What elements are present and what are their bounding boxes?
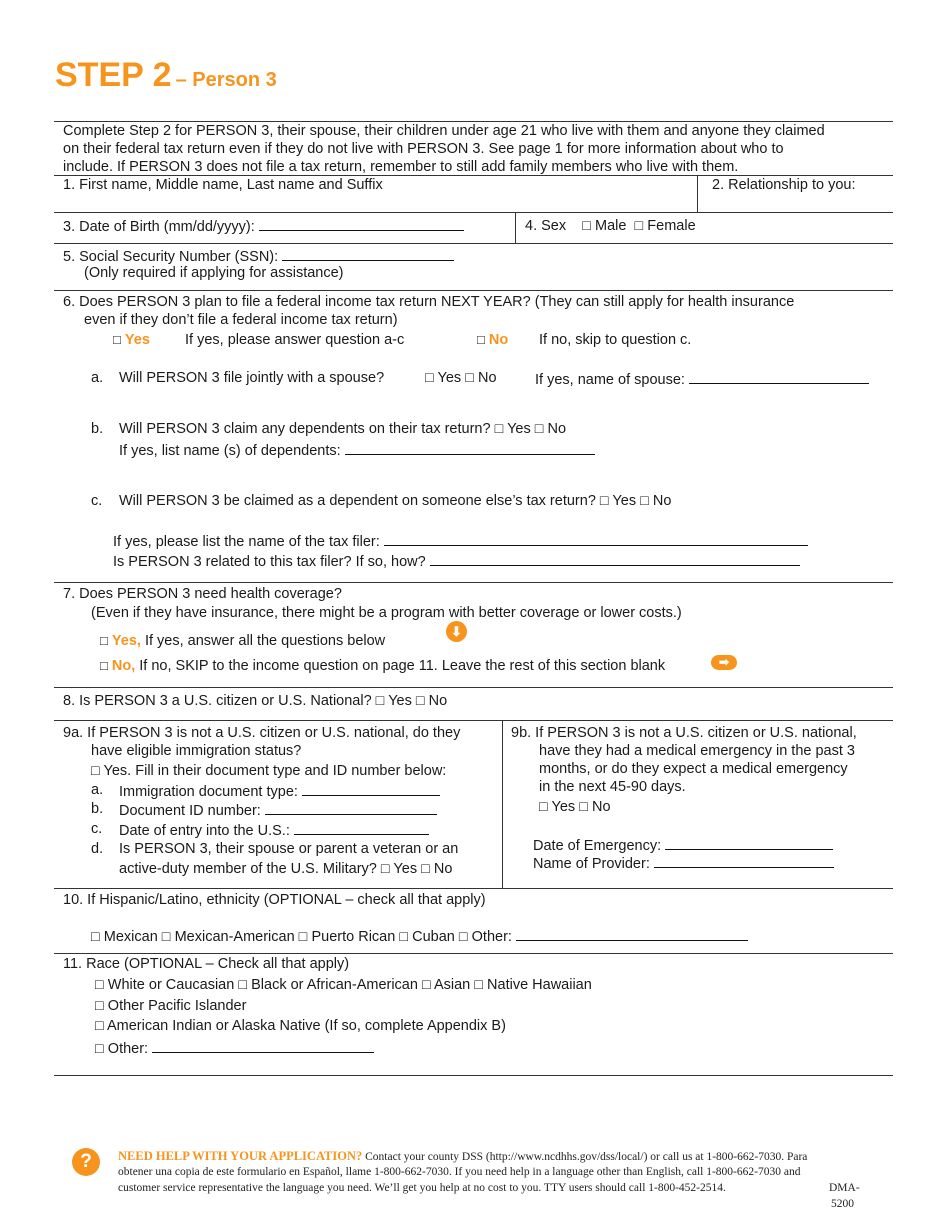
divider bbox=[54, 953, 893, 954]
dependents-blank[interactable] bbox=[345, 440, 595, 455]
divider bbox=[515, 212, 516, 243]
q6c-question[interactable]: Will PERSON 3 be claimed as a dependent on someone else’s tax return? □ Yes □ No bbox=[119, 493, 672, 509]
dob-blank[interactable] bbox=[259, 216, 464, 231]
veteran-question: Is PERSON 3, their spouse or parent a veteran or an bbox=[119, 841, 459, 857]
intro-line: include. If PERSON 3 does not file a tax return, remember to still add family members who live with them. bbox=[63, 159, 739, 175]
q6-no-label: No bbox=[488, 332, 509, 348]
q10-question: 10. If Hispanic/Latino, ethnicity (OPTIONAL – check all that apply) bbox=[63, 892, 486, 908]
dependents-field[interactable] bbox=[119, 440, 595, 460]
q6-yes-checkbox[interactable]: □ bbox=[113, 332, 121, 347]
q7-yes-option[interactable] bbox=[100, 632, 385, 650]
q6-yes-label: Yes bbox=[124, 332, 150, 348]
q9b-options[interactable]: □ Yes □ No bbox=[539, 799, 611, 815]
q9b-question-cont: months, or do they expect a medical emergency bbox=[539, 761, 848, 777]
divider bbox=[54, 243, 893, 244]
ssn-label: 5. Social Security Number (SSN): bbox=[63, 249, 279, 265]
q6-question: 6. Does PERSON 3 plan to file a federal income tax return NEXT YEAR? (They can still apply for health insurance bbox=[63, 294, 795, 310]
race-options-row[interactable]: □ American Indian or Alaska Native (If so, complete Appendix B) bbox=[95, 1018, 506, 1034]
q7-yes-checkbox[interactable]: □ bbox=[100, 633, 108, 648]
dob-field[interactable] bbox=[63, 216, 464, 236]
provider-name-blank[interactable] bbox=[654, 853, 834, 868]
q6a-letter: a. bbox=[91, 370, 104, 386]
q9a-yes-option[interactable]: □ Yes. Fill in their document type and ID number below: bbox=[91, 763, 447, 779]
tax-filer-field[interactable] bbox=[113, 531, 808, 551]
help-icon: ? bbox=[72, 1148, 100, 1176]
footer-help-title: NEED HELP WITH YOUR APPLICATION? bbox=[118, 1149, 363, 1163]
tax-filer-blank[interactable] bbox=[384, 531, 808, 546]
footer-help-text: customer service representative the language you need. We’ll get you help at no cost to you. TTY users should call 1-800-452-2514. bbox=[118, 1182, 726, 1194]
tax-filer-relation-field[interactable] bbox=[113, 551, 800, 571]
q6-yes-option[interactable] bbox=[113, 331, 150, 349]
arrow-right-icon: ➡ bbox=[711, 655, 737, 670]
q6b-question[interactable]: Will PERSON 3 claim any dependents on their tax return? □ Yes □ No bbox=[119, 421, 567, 437]
q9a-question-cont: have eligible immigration status? bbox=[91, 743, 302, 759]
entry-date-field[interactable] bbox=[119, 820, 429, 840]
sex-label: 4. Sex bbox=[525, 218, 567, 234]
sex-male-checkbox[interactable]: □ Male bbox=[582, 218, 627, 234]
q6b-letter: b. bbox=[91, 421, 104, 437]
q6c-letter: c. bbox=[91, 493, 103, 509]
dob-label: 3. Date of Birth (mm/dd/yyyy): bbox=[63, 219, 255, 235]
emergency-date-label: Date of Emergency: bbox=[533, 838, 662, 854]
spouse-name-field[interactable] bbox=[535, 369, 869, 389]
sex-female-checkbox[interactable]: □ Female bbox=[634, 218, 696, 234]
intro-line: Complete Step 2 for PERSON 3, their spouse, their children under age 21 who live with them and anyone they claimed bbox=[63, 123, 825, 139]
q9b-question-cont: have they had a medical emergency in the past 3 bbox=[539, 743, 855, 759]
entry-date-blank[interactable] bbox=[294, 820, 429, 835]
form-number: 5200 bbox=[831, 1198, 854, 1210]
q7-question-note: (Even if they have insurance, there might be a program with better coverage or lower costs.) bbox=[91, 605, 682, 621]
q7-yes-text: If yes, answer all the questions below bbox=[144, 633, 386, 649]
entry-date-label: Date of entry into the U.S.: bbox=[119, 823, 290, 839]
emergency-date-field[interactable] bbox=[533, 835, 833, 855]
q6-question-cont: even if they don’t file a federal income tax return) bbox=[84, 312, 398, 328]
dependents-label: If yes, list name (s) of dependents: bbox=[119, 443, 341, 459]
q9a-c-letter: c. bbox=[91, 821, 103, 837]
person-label: – Person 3 bbox=[175, 69, 277, 91]
spouse-name-label: If yes, name of spouse: bbox=[535, 372, 685, 388]
emergency-date-blank[interactable] bbox=[665, 835, 833, 850]
document-id-label: Document ID number: bbox=[119, 803, 261, 819]
document-id-blank[interactable] bbox=[265, 800, 437, 815]
footer-help-line bbox=[118, 1148, 807, 1165]
q9a-b-letter: b. bbox=[91, 801, 104, 817]
race-options-row[interactable]: □ White or Caucasian □ Black or African-American □ Asian □ Native Hawaiian bbox=[95, 977, 592, 993]
tax-filer-relation-blank[interactable] bbox=[430, 551, 800, 566]
immigration-doc-blank[interactable] bbox=[302, 781, 440, 796]
q8-question[interactable]: 8. Is PERSON 3 a U.S. citizen or U.S. National? □ Yes □ No bbox=[63, 693, 448, 709]
divider bbox=[54, 888, 893, 889]
immigration-doc-label: Immigration document type: bbox=[119, 784, 298, 800]
race-other-field[interactable] bbox=[95, 1038, 374, 1058]
footer-help-text: Contact your county DSS (http://www.ncdhhs.gov/dss/local/) or call us at 1-800-662-7030. Para bbox=[362, 1151, 808, 1163]
q9a-question: 9a. If PERSON 3 is not a U.S. citizen or U.S. national, do they bbox=[63, 725, 461, 741]
q7-no-option[interactable] bbox=[100, 657, 665, 675]
q7-no-label: No, bbox=[111, 658, 136, 674]
race-other-blank[interactable] bbox=[152, 1038, 374, 1053]
first-name-field-label: 1. First name, Middle name, Last name and Suffix bbox=[63, 177, 383, 193]
divider bbox=[54, 212, 893, 213]
spouse-name-blank[interactable] bbox=[689, 369, 869, 384]
q6-no-option[interactable] bbox=[477, 331, 508, 349]
provider-name-field[interactable] bbox=[533, 853, 834, 873]
footer-help-text: obtener una copia de este formulario en Español, llame 1-800-662-7030. If you need help in a language other than English, call 1-800-662-7030 and bbox=[118, 1166, 801, 1178]
q6a-question: Will PERSON 3 file jointly with a spouse? bbox=[119, 370, 385, 386]
divider bbox=[502, 720, 503, 888]
race-options-row[interactable]: □ Other Pacific Islander bbox=[95, 998, 247, 1014]
q6-yes-text: If yes, please answer question a-c bbox=[185, 332, 405, 348]
divider bbox=[54, 582, 893, 583]
q7-yes-label: Yes, bbox=[111, 633, 141, 649]
provider-name-label: Name of Provider: bbox=[533, 856, 650, 872]
divider bbox=[697, 175, 698, 212]
immigration-doc-field[interactable] bbox=[119, 781, 440, 801]
divider bbox=[54, 687, 893, 688]
q7-no-text: If no, SKIP to the income question on page 11. Leave the rest of this section blank bbox=[139, 658, 666, 674]
q11-question: 11. Race (OPTIONAL – Check all that apply) bbox=[63, 956, 350, 972]
form-id: DMA- bbox=[829, 1182, 860, 1194]
q9a-d-letter: d. bbox=[91, 841, 104, 857]
q6-no-checkbox[interactable]: □ bbox=[477, 332, 485, 347]
q6a-options[interactable]: □ Yes □ No bbox=[425, 370, 497, 386]
tax-filer-label: If yes, please list the name of the tax filer: bbox=[113, 534, 380, 550]
page-title bbox=[55, 56, 277, 95]
q9b-question: 9b. If PERSON 3 is not a U.S. citizen or U.S. national, bbox=[511, 725, 857, 741]
divider bbox=[54, 290, 893, 291]
ssn-field[interactable] bbox=[63, 246, 454, 266]
document-id-field[interactable] bbox=[119, 800, 437, 820]
q7-no-checkbox[interactable]: □ bbox=[100, 658, 108, 673]
ethnicity-other-blank[interactable] bbox=[516, 926, 748, 941]
ssn-note: (Only required if applying for assistance) bbox=[84, 265, 344, 281]
ethnicity-options[interactable] bbox=[91, 926, 748, 946]
q6-no-text: If no, skip to question c. bbox=[539, 332, 692, 348]
tax-filer-relation-label: Is PERSON 3 related to this tax filer? If so, how? bbox=[113, 554, 426, 570]
divider bbox=[54, 720, 893, 721]
step-label: STEP 2 bbox=[55, 56, 172, 94]
sex-field bbox=[525, 217, 696, 235]
ethnicity-checkboxes[interactable]: □ Mexican □ Mexican-American □ Puerto Rican □ Cuban □ Other: bbox=[91, 929, 512, 945]
race-other-label: □ Other: bbox=[95, 1041, 149, 1057]
q9b-question-cont: in the next 45-90 days. bbox=[539, 779, 686, 795]
veteran-options[interactable]: active-duty member of the U.S. Military? □ Yes □ No bbox=[119, 861, 453, 877]
intro-line: on their federal tax return even if they do not live with PERSON 3. See page 1 for more information about who to bbox=[63, 141, 784, 157]
relationship-field-label: 2. Relationship to you: bbox=[712, 177, 856, 193]
q7-question: 7. Does PERSON 3 need health coverage? bbox=[63, 586, 342, 602]
arrow-down-icon: ⬇ bbox=[446, 621, 467, 642]
q9a-a-letter: a. bbox=[91, 782, 104, 798]
ssn-blank[interactable] bbox=[282, 246, 454, 261]
divider bbox=[54, 1075, 893, 1076]
